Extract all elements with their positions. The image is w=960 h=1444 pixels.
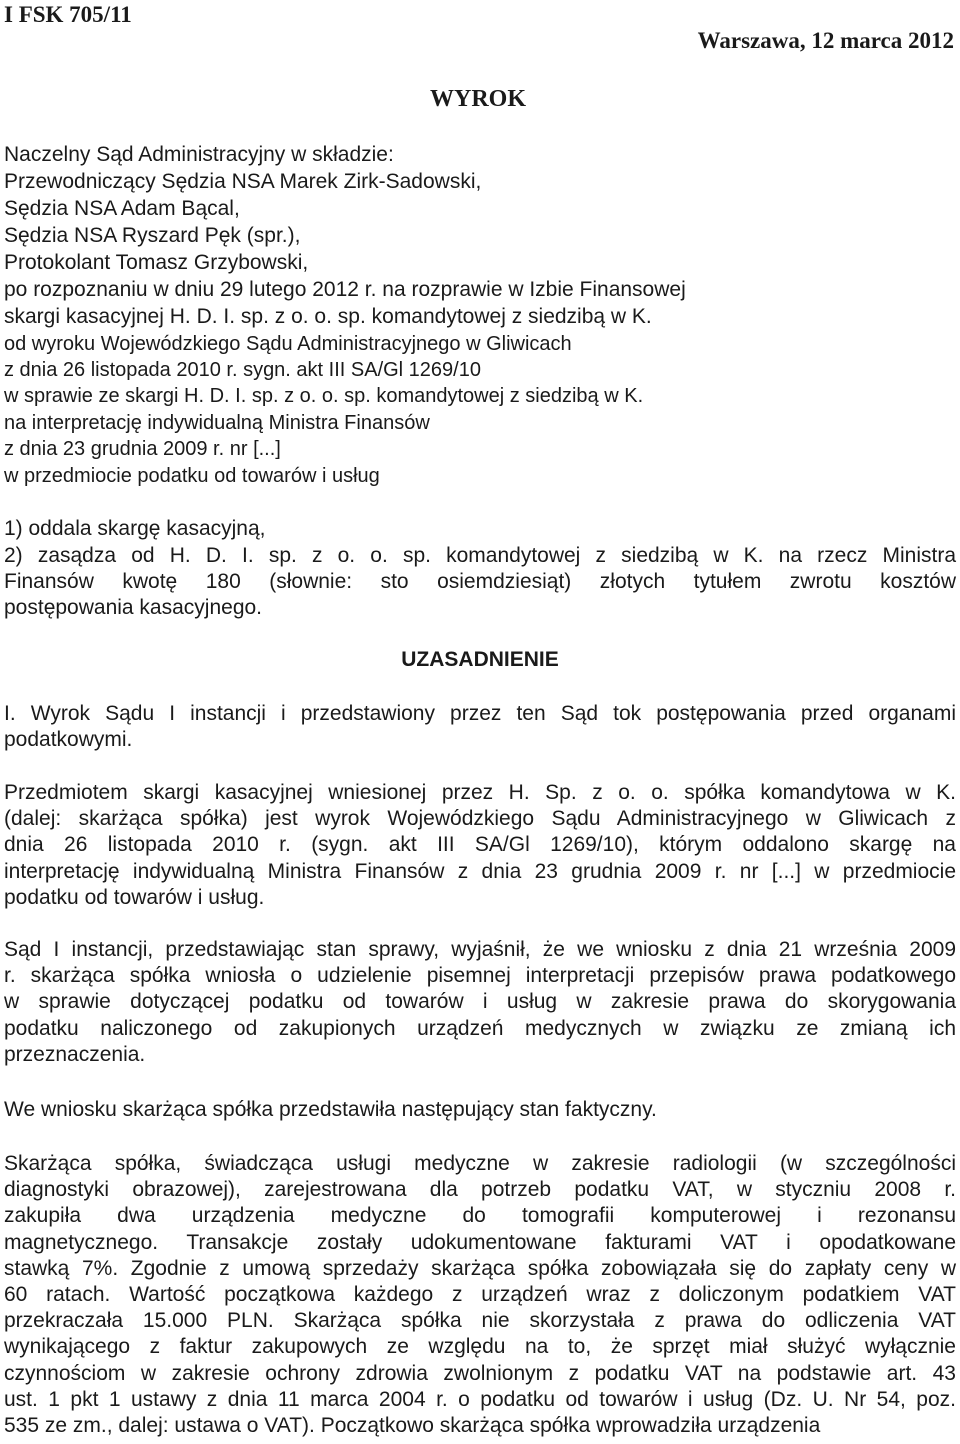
paragraph-4 xyxy=(4,1097,956,1123)
text-line: podatkowymi. xyxy=(4,728,133,752)
place-date: Warszawa, 12 marca 2012 xyxy=(697,28,954,53)
justification-heading: UZASADNIENIE xyxy=(401,648,559,671)
paragraph-5 xyxy=(4,1151,956,1439)
composition-line: od wyroku Wojewódzkiego Sądu Administracyjnego w Gliwicach xyxy=(4,333,572,355)
text-line: diagnostyki obrazowej), zarejestrowana dla potrzeb podatku VAT, w styczniu 2008 r. xyxy=(4,1178,956,1202)
text-line: Skarżąca spółka, świadcząca usługi medyczne w zakresie radiologii (w szczególności xyxy=(4,1152,956,1175)
composition-line: skargi kasacyjnej H. D. I. sp. z o. o. sp. komandytowej z siedzibą w K. xyxy=(4,305,652,328)
text-line: Przedmiotem skargi kasacyjnej wniesionej przez H. Sp. z o. o. spółka komandytowa w K. xyxy=(4,781,956,804)
case-number: I FSK 705/11 xyxy=(4,2,132,27)
composition-line: w przedmiocie podatku od towarów i usług xyxy=(4,465,380,487)
composition-line: Sędzia NSA Adam Bącal, xyxy=(4,197,240,220)
composition-line: Protokolant Tomasz Grzybowski, xyxy=(4,251,309,274)
composition-line: Przewodniczący Sędzia NSA Marek Zirk-Sadowski, xyxy=(4,170,482,193)
text-line: stawką 7%. Zgodnie z umową sprzedaży skarżąca spółka zobowiązała się do zapłaty ceny w xyxy=(4,1256,956,1280)
document-title: WYROK xyxy=(430,86,526,112)
text-line: czynnościom w zakresie ochrony zdrowia zwolnionym z podatku VAT na podstawie art. 43 xyxy=(4,1361,956,1385)
composition-line: z dnia 26 listopada 2010 r. sygn. akt III SA/Gl 1269/10 xyxy=(4,359,481,381)
text-line: r. skarżąca spółka wniosła o udzielenie pisemnej interpretacji przepisów prawa podatkowego xyxy=(4,964,956,988)
text-line: wynikającego z faktur zakupowych ze względu na to, że sprzęt miał służyć wyłącznie xyxy=(4,1335,956,1359)
text-line: 2) zasądza od H. D. I. sp. z o. o. sp. komandytowej z siedzibą w K. na rzecz Ministra xyxy=(4,544,956,567)
text-line: ust. 1 pkt 1 ustawy z dnia 11 marca 2004 r. o podatku od towarów i usług (Dz. U. Nr 54, poz. xyxy=(4,1387,956,1411)
text-line: Finansów kwotę 180 (słownie: sto osiemdziesiąt) złotych tytułem zwrotu kosztów xyxy=(4,570,956,594)
text-line: 535 ze zm., dalej: ustawa o VAT). Początkowo skarżąca spółka wprowadziła urządzenia xyxy=(4,1414,821,1438)
text-line: w sprawie dotyczącej podatku od towarów i usług w zakresie prawa do skorygowania xyxy=(4,990,956,1014)
text-line: (dalej: skarżąca spółka) jest wyrok Wojewódzkiego Sądu Administracyjnego w Gliwicach z xyxy=(4,807,956,831)
text-line: We wniosku skarżąca spółka przedstawiła następujący stan faktyczny. xyxy=(4,1098,657,1121)
text-line: postępowania kasacyjnego. xyxy=(4,596,263,620)
ruling-item-1: 1) oddala skargę kasacyjną, xyxy=(4,517,266,540)
composition-line: w sprawie ze skargi H. D. I. sp. z o. o. sp. komandytowej z siedzibą w K. xyxy=(4,385,644,407)
text-line: Sąd I instancji, przedstawiając stan sprawy, wyjaśnił, że we wniosku z dnia 21 września 2009 xyxy=(4,938,956,961)
composition-line: po rozpoznaniu w dniu 29 lutego 2012 r. na rozprawie w Izbie Finansowej xyxy=(4,278,686,301)
paragraph-1 xyxy=(4,701,956,753)
text-line: podatku naliczonego od zakupionych urządzeń medycznych w związku ze zmianą ich xyxy=(4,1016,956,1040)
text-line: przeznaczenia. xyxy=(4,1042,146,1066)
text-line: dnia 26 listopada 2010 r. (sygn. akt III SA/Gl 1269/10), którym oddalono skargę na xyxy=(4,833,956,857)
ruling-item-2 xyxy=(4,543,956,622)
paragraph-3 xyxy=(4,937,956,1068)
paragraph-2 xyxy=(4,780,956,911)
text-line: zakupiła dwa urządzenia medyczne do tomografii komputerowej i rezonansu xyxy=(4,1204,956,1228)
text-line: I. Wyrok Sądu I instancji i przedstawiony przez ten Sąd tok postępowania przed organami xyxy=(4,702,956,725)
text-line: magnetycznego. Transakcje zostały udokumentowane fakturami VAT i opodatkowane xyxy=(4,1230,956,1254)
text-line: 60 ratach. Wartość początkowa każdego z urządzeń wraz z doliczonym podatkiem VAT xyxy=(4,1283,956,1307)
composition-line: na interpretację indywidualną Ministra Finansów xyxy=(4,412,430,434)
composition-line: Naczelny Sąd Administracyjny w składzie: xyxy=(4,143,394,166)
text-line: przekraczała 15.000 PLN. Skarżąca spółka nie skorzystała z prawa do odliczenia VAT xyxy=(4,1309,956,1333)
composition-line: z dnia 23 grudnia 2009 r. nr [...] xyxy=(4,438,281,460)
text-line: podatku od towarów i usług. xyxy=(4,885,265,909)
text-line: interpretację indywidualną Ministra Finansów z dnia 23 grudnia 2009 r. nr [...] w przedmiocie xyxy=(4,859,956,883)
composition-line: Sędzia NSA Ryszard Pęk (spr.), xyxy=(4,224,301,247)
